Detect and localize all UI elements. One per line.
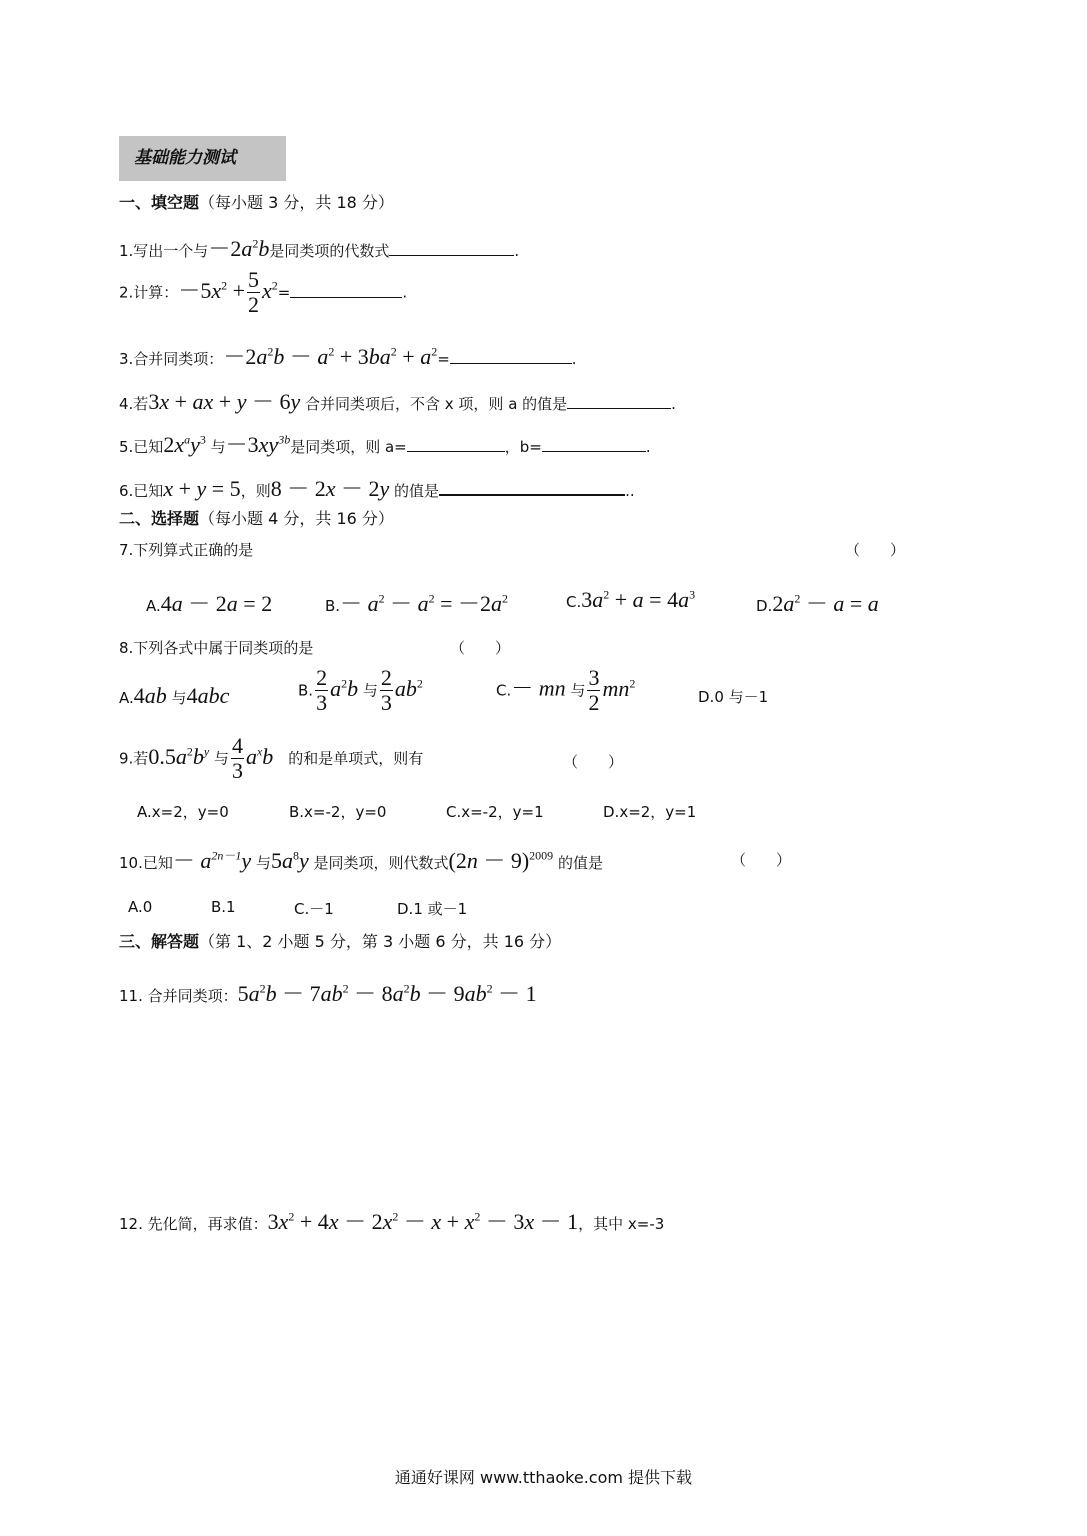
q7-a-label: A. bbox=[146, 597, 161, 615]
q6-expression-2: 8 － 2x － 2y bbox=[270, 476, 390, 501]
q4-end: . bbox=[671, 395, 676, 413]
q12-suffix: ，其中 x=-3 bbox=[578, 1215, 665, 1233]
q2-eq: = bbox=[277, 283, 291, 302]
q8-option-c[interactable]: C.－ mn 与 $\frac{3}{2}$ $mn^2$ bbox=[496, 665, 636, 715]
q8-c-label: C. bbox=[496, 681, 512, 700]
q3-answer-blank[interactable] bbox=[450, 349, 572, 364]
q2-expression: $-5x^2$ + $\frac{5}{2}$ $x^2$ bbox=[178, 267, 278, 317]
q6-suffix: 的值是 bbox=[394, 482, 440, 500]
q6-expression-1: x + y = 5 bbox=[163, 476, 241, 501]
q5-expression-2: $-3xy^{3b}$ bbox=[225, 432, 291, 457]
q8-option-b[interactable]: B. $\frac{2}{3}$ $a^2b$ 与 $\frac{2}{3}$ $ab^2$ bbox=[298, 665, 423, 715]
question-2 bbox=[119, 268, 407, 317]
q7-b-label: B. bbox=[325, 597, 341, 615]
q9-prefix: 9.若 bbox=[119, 749, 149, 768]
q9-option-b[interactable]: B.x=-2，y=0 bbox=[289, 803, 387, 821]
q7-option-a[interactable]: A.4a － 2a = 2 bbox=[146, 591, 273, 616]
q7-stem: 7.下列算式正确的是 bbox=[119, 541, 254, 559]
q10-with: 与 bbox=[255, 854, 271, 872]
q4-suffix: 合并同类项后，不含 x 项，则 a 的值是 bbox=[305, 395, 568, 413]
q10-prefix: 10.已知 bbox=[119, 854, 173, 872]
q2-answer-blank[interactable] bbox=[290, 283, 402, 298]
question-5 bbox=[119, 428, 651, 459]
q9-suffix: 的和是单项式，则有 bbox=[288, 749, 424, 768]
q4-expression: 3x + ax + y － 6y bbox=[148, 389, 301, 414]
section3-title: 三、解答题 bbox=[119, 932, 200, 951]
q9-option-c[interactable]: C.x=-2，y=1 bbox=[446, 803, 544, 821]
q10-option-d[interactable]: D.1 或－1 bbox=[397, 900, 468, 918]
q1-expression: $-2a^2b$ bbox=[208, 236, 270, 261]
q1-answer-blank[interactable] bbox=[389, 241, 514, 256]
q11-expression: $5a^2b - 7ab^2 - 8a^2b - 9ab^2 - 1$ bbox=[237, 981, 537, 1006]
question-11 bbox=[119, 977, 537, 1008]
q6-answer-blank[interactable] bbox=[439, 480, 625, 496]
q6-prefix: 6.已知 bbox=[119, 482, 164, 500]
section2-heading bbox=[119, 506, 394, 529]
q3-eq: = bbox=[437, 350, 450, 368]
q10-option-c[interactable]: C.－1 bbox=[294, 900, 334, 918]
question-9 bbox=[119, 734, 423, 783]
q8-option-d[interactable]: D.0 与－1 bbox=[698, 688, 769, 706]
section1-note: （每小题 3 分，共 18 分） bbox=[199, 193, 394, 212]
q1-suffix: 是同类项的代数式 bbox=[269, 242, 390, 260]
q7-option-c[interactable]: $C.3a^2 + a = 4a^3$ bbox=[566, 587, 696, 612]
question-4 bbox=[119, 385, 676, 416]
q10-expression-1: － $a^{2n-1}y$ bbox=[172, 848, 252, 873]
q10-suffix-2: 的值是 bbox=[557, 854, 603, 872]
q7-d-label: D. bbox=[756, 597, 773, 615]
q8-stem: 8.下列各式中属于同类项的是 bbox=[119, 639, 314, 657]
q9-with: 与 bbox=[213, 749, 229, 768]
q9-answer-paren[interactable]: （ ） bbox=[563, 753, 624, 771]
q2-end: . bbox=[402, 283, 408, 302]
q5-answer-b-blank[interactable] bbox=[542, 437, 646, 452]
q1-prefix: 1.写出一个与 bbox=[119, 242, 209, 260]
q8-b-label: B. bbox=[298, 681, 314, 700]
q8-option-a[interactable]: A.4ab 与4abc bbox=[119, 683, 230, 708]
q3-end: . bbox=[571, 350, 577, 368]
question-1 bbox=[119, 232, 519, 263]
section2-note: （每小题 4 分，共 16 分） bbox=[199, 509, 394, 528]
section1-heading bbox=[119, 190, 394, 213]
question-6 bbox=[119, 472, 635, 503]
q9-expression-1: $0.5a^2b^y$ bbox=[148, 743, 210, 769]
q5-answer-a-blank[interactable] bbox=[407, 437, 505, 452]
q5-prefix: 5.已知 bbox=[119, 438, 164, 456]
q8-a-with: 与 bbox=[171, 689, 187, 707]
question-3 bbox=[119, 340, 577, 371]
q3-expression: $-2a^2b - a^2 + 3ba^2 + a^2$ bbox=[223, 344, 438, 369]
q4-answer-blank[interactable] bbox=[567, 394, 671, 409]
q11-prefix: 11. 合并同类项： bbox=[119, 987, 238, 1005]
q5-with: 与 bbox=[210, 438, 226, 456]
q5-sep: ，b= bbox=[504, 438, 542, 456]
q8-a-label: A. bbox=[119, 689, 134, 707]
section-banner: 基础能力测试 bbox=[119, 136, 286, 181]
q7-option-d[interactable]: $D.2a^2 - a = a$ bbox=[756, 591, 879, 616]
question-12 bbox=[119, 1205, 664, 1236]
q7-answer-paren[interactable]: （ ） bbox=[845, 541, 906, 559]
q1-end: . bbox=[514, 242, 520, 260]
q8-answer-paren[interactable]: （ ） bbox=[450, 639, 511, 657]
q6-mid: ，则 bbox=[240, 482, 271, 500]
q6-end: .. bbox=[625, 482, 635, 500]
section1-title: 一、填空题 bbox=[119, 193, 200, 212]
section3-heading bbox=[119, 929, 561, 952]
section2-title: 二、选择题 bbox=[119, 509, 200, 528]
q8-b-with: 与 bbox=[362, 681, 378, 700]
q12-prefix: 12. 先化简，再求值： bbox=[119, 1215, 268, 1233]
q5-end: . bbox=[645, 438, 651, 456]
q9-option-a[interactable]: A.x=2，y=0 bbox=[137, 803, 229, 821]
q2-prefix: 2.计算： bbox=[119, 283, 179, 302]
q7-option-b[interactable]: $B.- a^2 - a^2 = -2a^2$ bbox=[325, 591, 509, 616]
section3-note: （第 1、2 小题 5 分，第 3 小题 6 分，共 16 分） bbox=[199, 932, 562, 951]
q8-c-with: 与 bbox=[570, 681, 586, 700]
q9-expression-2: $\frac{4}{3}$ $a^xb$ bbox=[231, 733, 274, 783]
q10-expression-2: $5a^8y$ bbox=[270, 848, 309, 873]
q10-expression-3: $(2n - 9)^{2009}$ bbox=[448, 848, 554, 873]
footer-source: 通通好课网 www.tthaoke.com 提供下载 bbox=[394, 1468, 693, 1487]
q9-option-d[interactable]: D.x=2，y=1 bbox=[603, 803, 697, 821]
question-10 bbox=[119, 844, 603, 875]
q10-option-b[interactable]: B.1 bbox=[211, 898, 236, 916]
q10-option-a[interactable]: A.0 bbox=[128, 898, 153, 916]
q5-suffix: 是同类项，则 a= bbox=[290, 438, 407, 456]
q4-prefix: 4.若 bbox=[119, 395, 149, 413]
q3-prefix: 3.合并同类项： bbox=[119, 350, 224, 368]
q10-answer-paren[interactable]: （ ） bbox=[731, 851, 792, 869]
q12-expression: $3x^2 + 4x - 2x^2 - x + x^2 - 3x - 1$ bbox=[267, 1209, 579, 1234]
q10-suffix: 是同类项，则代数式 bbox=[313, 854, 449, 872]
q7-c-label: C. bbox=[566, 593, 582, 611]
q5-expression-1: $2x^ay^3$ bbox=[163, 432, 206, 457]
